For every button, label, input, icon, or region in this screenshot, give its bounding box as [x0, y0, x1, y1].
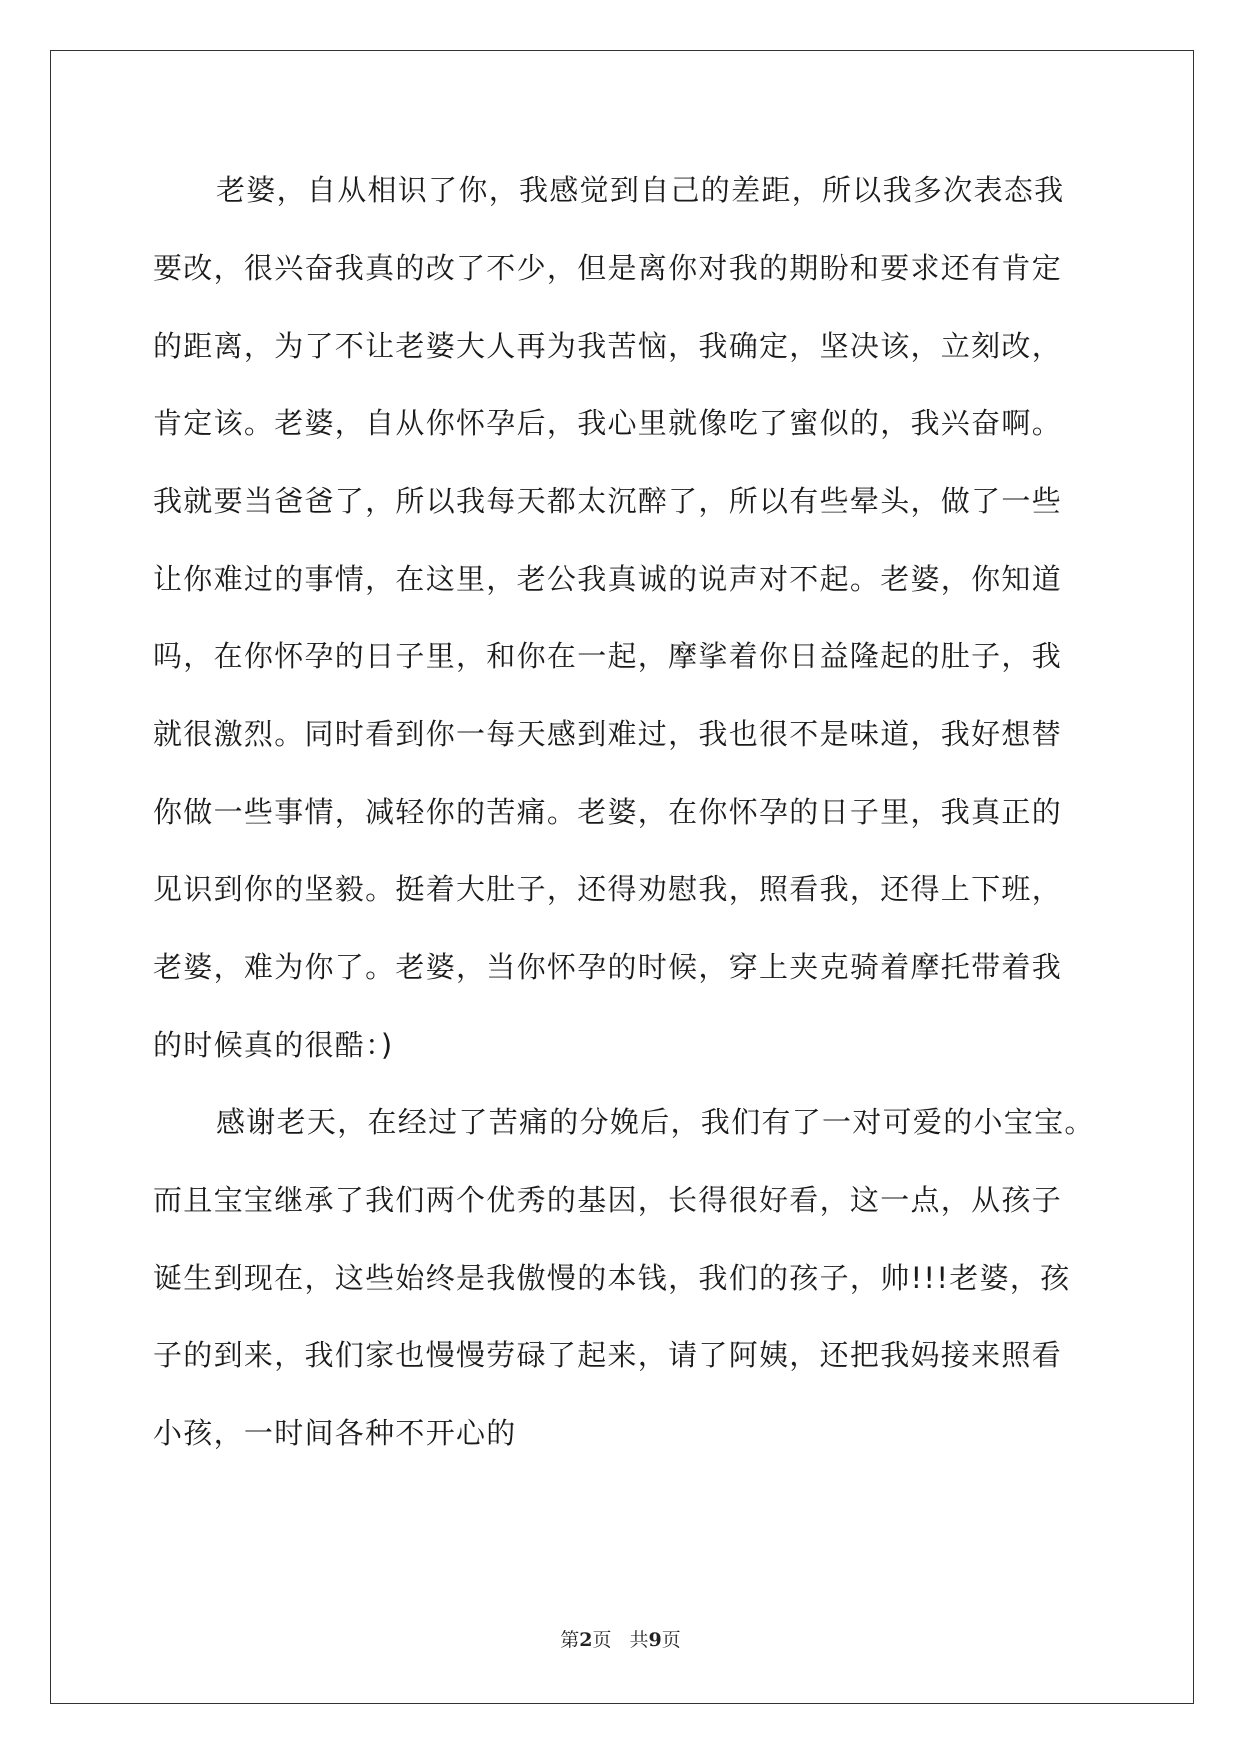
- text-line: 肯定该。老婆，自从你怀孕后，我心里就像吃了蜜似的，我兴奋啊。: [153, 406, 1063, 440]
- text-line: 我就要当爸爸了，所以我每天都太沉醉了，所以有些晕头，做了一些: [153, 484, 1063, 518]
- text-line: 就很激烈。同时看到你一每天感到难过，我也很不是味道，我好想替: [153, 717, 1063, 751]
- text-line: 老婆，自从相识了你，我感觉到自己的差距，所以我多次表态我: [216, 173, 1065, 207]
- text-line: 见识到你的坚毅。挺着大肚子，还得劝慰我，照看我，还得上下班，: [153, 872, 1063, 906]
- current-page-number: 2: [579, 1629, 593, 1651]
- text-line: 的时候真的很酷：): [153, 1028, 394, 1062]
- text-line: 感谢老天，在经过了苦痛的分娩后，我们有了一对可爱的小宝宝。: [216, 1105, 1095, 1139]
- total-page-number: 9: [648, 1629, 662, 1651]
- text-line: 诞生到现在，这些始终是我傲慢的本钱，我们的孩子，帅!!!老婆，孩: [153, 1261, 1071, 1295]
- text-line: 老婆，难为你了。老婆，当你怀孕的时候，穿上夹克骑着摩托带着我: [153, 950, 1063, 984]
- text-line: 子的到来，我们家也慢慢劳碌了起来，请了阿姨，还把我妈接来照看: [153, 1338, 1063, 1372]
- page-footer: [0, 1628, 1241, 1652]
- text-line: 吗，在你怀孕的日子里，和你在一起，摩挲着你日益隆起的肚子，我: [153, 639, 1063, 673]
- footer-total-suffix: 页: [661, 1629, 681, 1651]
- footer-total-prefix: 共: [629, 1629, 649, 1651]
- text-line: 要改，很兴奋我真的改了不少，但是离你对我的期盼和要求还有肯定: [153, 251, 1063, 285]
- text-line: 让你难过的事情，在这里，老公我真诚的说声对不起。老婆，你知道: [153, 562, 1063, 596]
- text-line: 小孩，一时间各种不开心的: [153, 1416, 517, 1450]
- text-line: 的距离，为了不让老婆大人再为我苦恼，我确定，坚决该，立刻改，: [153, 329, 1063, 363]
- text-line: 而且宝宝继承了我们两个优秀的基因，长得很好看，这一点，从孩子: [153, 1183, 1063, 1217]
- footer-prefix: 第: [560, 1629, 580, 1651]
- text-line: 你做一些事情，减轻你的苦痛。老婆，在你怀孕的日子里，我真正的: [153, 795, 1063, 829]
- footer-page-suffix: 页: [592, 1629, 612, 1651]
